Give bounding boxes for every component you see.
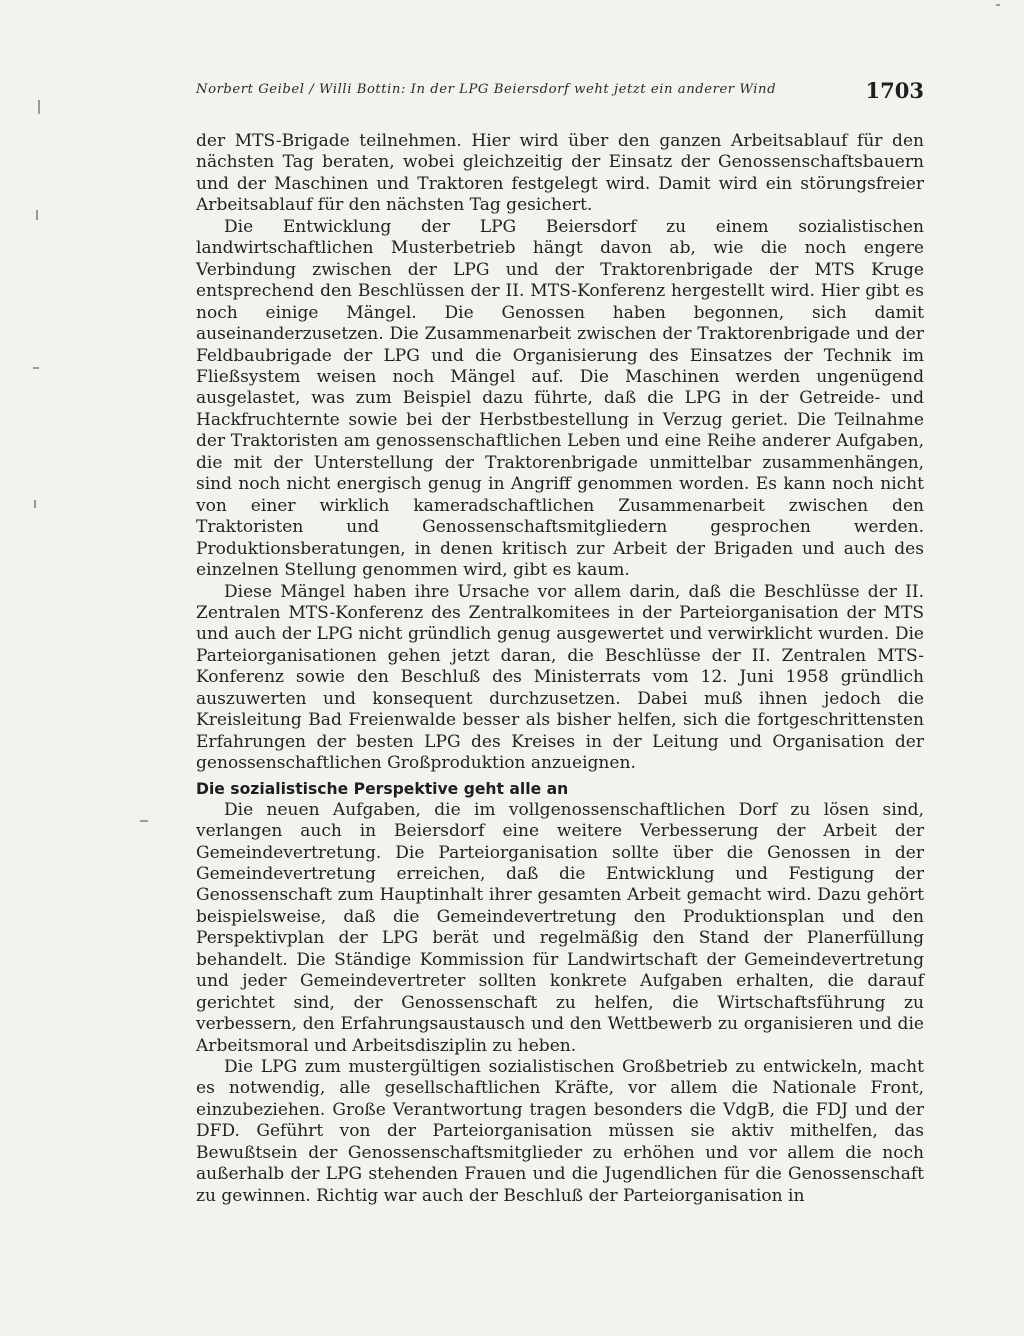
scan-mark [33, 367, 39, 369]
scan-mark [34, 500, 36, 508]
paragraph: Diese Mängel haben ihre Ursache vor allem darin, daß die Beschlüsse der II. Zentralen MTS-Konferenz des Zentralkomitees in der Parteiorganisation der MTS und auch der LPG nicht gründlich genug ausgewertet und verwirklicht wurden. Die Parteiorganisationen gehen jetzt daran, die Beschlüsse der II. Zentralen MTS-Konferenz sowie den Beschluß des Ministerrats vom 12. Juni 1958 gründlich auszuwerten und konsequent durchzusetzen. Dabei muß ihnen jedoch die Kreisleitung Bad Freienwalde besser als bisher helfen, sich die fortgeschrittensten Erfahrungen der besten LPG des Kreises in der Leitung und Organisation der genossenschaftlichen Großproduktion anzueignen. [196, 581, 924, 774]
paragraph: der MTS-Brigade teilnehmen. Hier wird über den ganzen Arbeitsablauf für den nächsten Tag beraten, wobei gleichzeitig der Einsatz der Genossenschaftsbauern und der Maschinen und Traktoren festgelegt wird. Damit wird ein störungsfreier Arbeitsablauf für den nächsten Tag gesichert. [196, 131, 924, 216]
scan-mark [36, 210, 38, 220]
article-body [196, 131, 924, 1207]
page-number: 1703 [865, 78, 924, 103]
paragraph: Die LPG zum mustergültigen sozialistischen Großbetrieb zu entwickeln, macht es notwendig, alle gesellschaftlichen Kräfte, vor allem die Nationale Front, einzubeziehen. Große Verantwortung tragen besonders die VdgB, die FDJ und der DFD. Geführt von der Parteiorganisation müssen sie aktiv mithelfen, das Bewußtsein der Genossenschaftsmitglieder zu erhöhen und vor allem die noch außerhalb der LPG stehenden Frauen und die Jugendlichen für die Genossenschaft zu gewinnen. Richtig war auch der Beschluß der Parteiorganisation in [196, 1057, 924, 1206]
scan-mark [996, 4, 1000, 6]
page-header [196, 78, 926, 108]
running-head: Norbert Geibel / Willi Bottin: In der LPG Beiersdorf weht jetzt ein anderer Wind [196, 82, 777, 97]
scan-mark [38, 100, 40, 114]
paragraph: Die neuen Aufgaben, die im vollgenossenschaftlichen Dorf zu lösen sind, verlangen auch in Beiersdorf eine weitere Verbesserung der Arbeit der Gemeindevertretung. Die Parteiorganisation sollte über die Genossen in der Gemeindevertretung erreichen, daß die Entwicklung und Festigung der Genossenschaft zum Hauptinhalt ihrer gesamten Arbeit gemacht wird. Dazu gehört beispielsweise, daß die Gemeindevertretung den Produktionsplan und den Perspektivplan der LPG berät und regelmäßig den Stand der Planerfüllung behandelt. Die Ständige Kommission für Landwirtschaft der Gemeindevertretung und jeder Gemeindevertreter sollten konkrete Aufgaben erhalten, die darauf gerichtet sind, der Genossenschaft zu helfen, die Wirtschaftsführung zu verbessern, den Erfahrungsaustausch und den Wettbewerb zu organisieren und die Arbeitsmoral und Arbeitsdisziplin zu heben. [196, 799, 924, 1056]
section-heading: Die sozialistische Perspektive geht alle an [196, 779, 569, 798]
paragraph: Die Entwicklung der LPG Beiersdorf zu einem sozialistischen landwirtschaftlichen Musterbetrieb hängt davon ab, wie die noch engere Verbindung zwischen der LPG und der Traktorenbrigade der MTS Kruge entsprechend den Beschlüssen der II. MTS-Konferenz hergestellt wird. Hier gibt es noch einige Mängel. Die Genossen haben begonnen, sich damit auseinanderzusetzen. Die Zusammenarbeit zwischen der Traktorenbrigade und der Feldbaubrigade der LPG und die Organisierung des Einsatzes der Technik im Fließsystem weisen noch Mängel auf. Die Maschinen werden ungenügend ausgelastet, was zum Beispiel dazu führte, daß die LPG in der Getreide- und Hackfruchternte sowie bei der Herbstbestellung in Verzug geriet. Die Teilnahme der Traktoristen am genossenschaftlichen Leben und eine Reihe anderer Aufgaben, die mit der Unterstellung der Traktorenbrigade unmittelbar zusammenhängen, sind noch nicht energisch genug in Angriff genommen worden. Es kann noch nicht von einer wirklich kameradschaftlichen Zusammenarbeit zwischen den Traktoristen und Genossenschaftsmitgliedern gesprochen werden. Produktionsberatungen, in denen kritisch zur Arbeit der Brigaden und auch des einzelnen Stellung genommen wird, gibt es kaum. [196, 216, 924, 581]
scan-mark [140, 820, 148, 822]
